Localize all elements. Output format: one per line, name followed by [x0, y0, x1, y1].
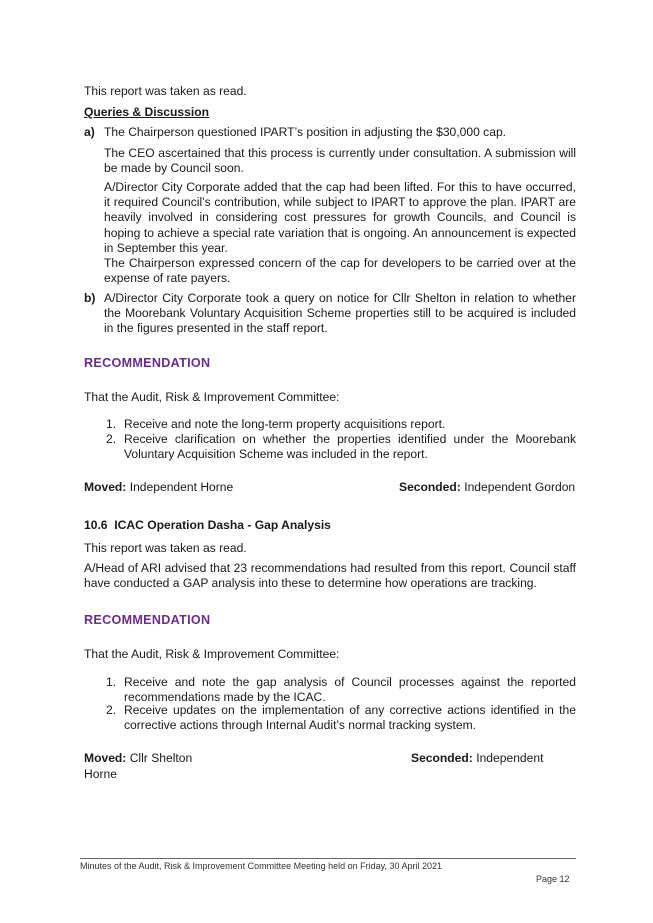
item-b-label: b) — [84, 291, 96, 305]
ceo-paragraph: The CEO ascertained that this process is currently under consultation. A submission will be made by Council soon. — [104, 146, 576, 176]
rec2-item-2-text: Receive updates on the implementation of any corrective actions identified in the corrective actions through Internal Audit’s normal tracking system. — [124, 703, 576, 733]
item-b-text: A/Director City Corporate took a query on notice for Cllr Shelton in relation to whether the Moorebank Voluntary Acquisition Scheme properties still to be acquired is included in the figures presented in the staff report. — [104, 291, 576, 336]
chair-concern-paragraph: The Chairperson expressed concern of the cap for developers to be carried over at the expense of rate payers. — [104, 256, 576, 286]
section-paragraph: A/Head of ARI advised that 23 recommendations had resulted from this report. Council staff have conducted a GAP analysis into these to determine how operations are tracking. — [84, 561, 576, 591]
rec1-item-2-number: 2. — [106, 432, 117, 446]
rec1-seconded-label: Seconded: — [399, 480, 461, 494]
item-a-text: The Chairperson questioned IPART’s position in adjusting the $30,000 cap. — [104, 125, 507, 139]
rec1-moved-label: Moved: — [84, 480, 127, 494]
rec2-item-2-number: 2. — [106, 703, 117, 717]
item-a-label: a) — [84, 125, 95, 139]
rec1-seconded-value: Independent Gordon — [464, 480, 576, 494]
rec2-moved — [84, 751, 192, 766]
section-title: ICAC Operation Dasha - Gap Analysis — [114, 518, 331, 532]
page-number: Page 12 — [536, 874, 570, 884]
section-read-text: This report was taken as read. — [84, 541, 247, 555]
section-number: 10.6 — [84, 518, 108, 532]
rec1-item-1-text: Receive and note the long-term property acquisitions report. — [124, 417, 446, 431]
rec1-moved-value: Independent Horne — [129, 480, 234, 494]
recommendation-intro-1: That the Audit, Risk & Improvement Committee: — [84, 390, 340, 404]
queries-heading: Queries & Discussion — [84, 105, 210, 119]
rec2-item-1-number: 1. — [106, 675, 117, 689]
rec2-moved-label: Moved: — [84, 751, 127, 765]
footer-divider — [80, 858, 576, 859]
rec2-item-1-text: Receive and note the gap analysis of Council processes against the reported recommendations made by the ICAC. — [124, 675, 576, 705]
recommendation-intro-2: That the Audit, Risk & Improvement Committee: — [84, 647, 340, 661]
recommendation-heading-1: RECOMMENDATION — [84, 356, 211, 370]
rec1-seconded — [399, 480, 575, 495]
director-paragraph: A/Director City Corporate added that the cap had been lifted. For this to have occurred, it required Council’s contribution, while subject to IPART to approve the plan. IPART are heavily involved in considering cost pressures for growth Councils, and Council is hoping to achieve a special rate variation that is ongoing. An announcement is expected in September this year. — [104, 180, 576, 255]
rec1-item-2-text: Receive clarification on whether the properties identified under the Moorebank Voluntary Acquisition Scheme was included in the report. — [124, 432, 576, 462]
footer-text: Minutes of the Audit, Risk & Improvement Committee Meeting held on Friday, 30 April 2021 — [80, 861, 443, 871]
rec2-moved-continuation: Horne — [84, 767, 117, 781]
rec2-seconded-value: Independent — [476, 751, 544, 765]
rec2-seconded — [411, 751, 543, 766]
section-heading — [84, 518, 331, 533]
recommendation-heading-2: RECOMMENDATION — [84, 613, 211, 627]
rec1-moved — [84, 480, 233, 495]
intro-read-text: This report was taken as read. — [84, 84, 247, 98]
rec2-moved-value: Cllr Shelton — [129, 751, 193, 765]
rec2-seconded-label: Seconded: — [411, 751, 473, 765]
rec1-item-1-number: 1. — [106, 417, 117, 431]
